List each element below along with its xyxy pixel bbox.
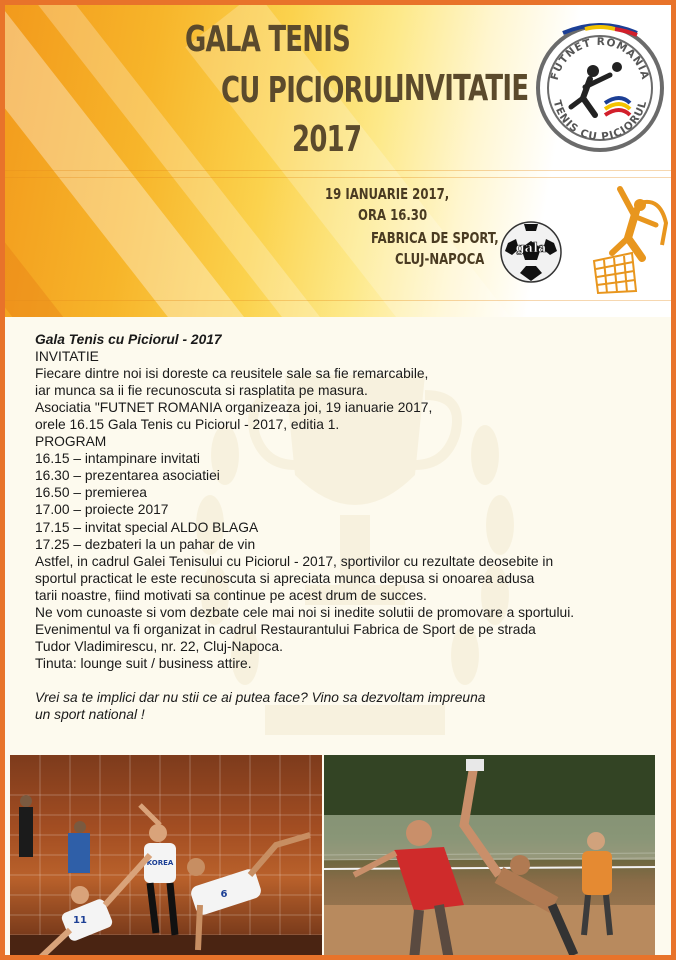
title-line-1: GALA TENIS: [185, 19, 351, 60]
ball-brand-text: gala: [515, 241, 547, 256]
header-banner: [5, 5, 671, 317]
event-city: CLUJ-NAPOCA: [395, 250, 485, 268]
event-date: 19 IANUARIE 2017,: [325, 185, 450, 203]
futnet-romania-logo: [535, 23, 665, 153]
program-item: 16.15 – intampinare invitati: [35, 451, 200, 467]
player-silhouette-icon: [590, 183, 671, 295]
logo-top-text: FUTNET ROMANIA: [548, 35, 652, 82]
closing-line: Astfel, in cadrul Galei Tenisului cu Piciorul - 2017, sportivilor cu rezultate deosebite in: [35, 553, 554, 569]
closing-line: sportul practicat le este recunoscuta si apreciata munca depusa si onoarea adusa: [35, 570, 535, 586]
program-item: 16.30 – prezentarea asociatiei: [35, 468, 220, 484]
intro-line: orele 16.15 Gala Tenis cu Piciorul - 2017, editia 1.: [35, 417, 340, 433]
event-venue: FABRICA DE SPORT,: [371, 229, 499, 247]
logo-bottom-text: TENIS CU PICIORUL: [550, 98, 650, 144]
title-year: 2017: [292, 119, 362, 160]
invitation-word: INVITATIE: [395, 68, 529, 109]
program-item: 17.15 – invitat special ALDO BLAGA: [35, 519, 259, 535]
jersey-korea: KOREA: [146, 859, 174, 867]
closing-line: Evenimentul va fi organizat in cadrul Restaurantului Fabrica de Sport de pe strada: [35, 621, 536, 637]
event-time: ORA 16.30: [358, 206, 428, 224]
call-to-action: Vrei sa te implici dar nu stii ce ai putea face? Vino sa dezvoltam impreuna: [35, 689, 486, 705]
closing-line: tarii noastre, fiind motivati sa continue pe acest drum de succes.: [35, 587, 427, 603]
body-heading: Gala Tenis cu Piciorul - 2017: [35, 332, 222, 347]
call-to-action: un sport national !: [35, 706, 145, 722]
football-icon: [500, 221, 562, 283]
intro-line: Fiecare dintre noi isi doreste ca reusitele sale sa fie remarcabile,: [35, 366, 429, 382]
program-label: PROGRAM: [35, 434, 107, 450]
intro-line: iar munca sa ii fie recunoscuta si rasplatita pe masura.: [35, 383, 368, 399]
closing-line: Tudor Vladimirescu, nr. 22, Cluj-Napoca.: [35, 638, 283, 654]
jersey-number-11: 11: [73, 915, 87, 926]
outdoor-match-photo: [324, 755, 655, 960]
intro-line: Asociatia "FUTNET ROMANIA organizeaza joi, 19 ianuarie 2017,: [35, 400, 433, 416]
jersey-number-6: 6: [220, 889, 228, 900]
body-subheading: INVITATIE: [35, 349, 99, 365]
program-item: 17.25 – dezbateri la un pahar de vin: [35, 536, 256, 552]
indoor-match-photo: [10, 755, 322, 960]
closing-line: Ne vom cunoaste si vom dezbate cele mai noi si inedite solutii de promovare a sportului.: [35, 604, 575, 620]
title-line-2: CU PICIORUL: [221, 70, 400, 111]
closing-line: Tinuta: lounge suit / business attire.: [35, 655, 252, 671]
program-item: 17.00 – proiecte 2017: [35, 502, 169, 518]
program-item: 16.50 – premierea: [35, 485, 147, 501]
invitation-text: [35, 331, 655, 723]
